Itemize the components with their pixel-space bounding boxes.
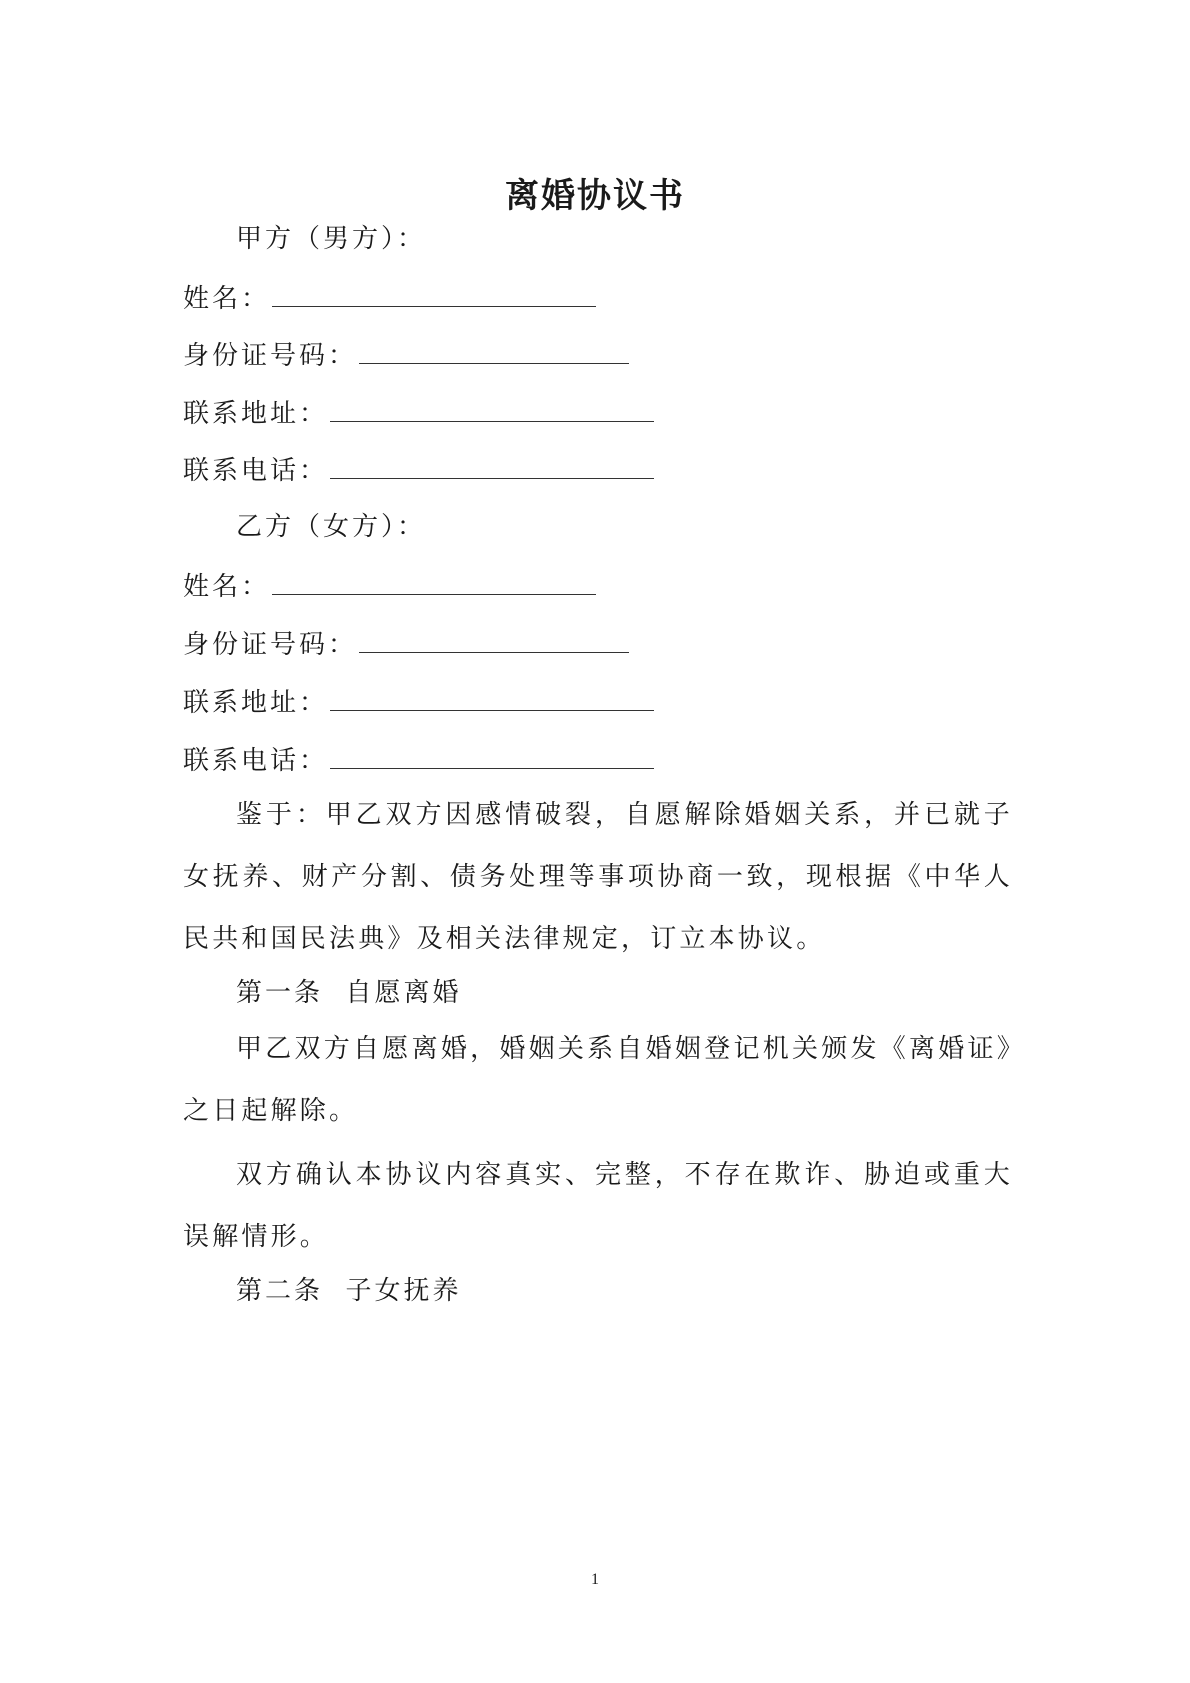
party-b-address-label: 联系地址： xyxy=(183,688,329,718)
article-1-heading-text: 第一条 自愿离婚 xyxy=(236,978,462,1008)
party-b-phone-blank[interactable] xyxy=(330,742,654,769)
preamble-paragraph: 鉴于：甲乙双方因感情破裂，自愿解除婚姻关系，并已就子女抚养、财产分割、债务处理等事项协商一致，现根据《中华人民共和国民法典》及相关法律规定，订立本协议。 xyxy=(183,800,1013,954)
party-b-phone-row xyxy=(183,742,654,778)
party-b-id-row xyxy=(183,626,629,662)
party-b-id-label: 身份证号码： xyxy=(183,630,358,660)
party-a-address-row xyxy=(183,395,654,431)
party-b-address-blank[interactable] xyxy=(330,684,654,711)
party-a-id-label: 身份证号码： xyxy=(183,341,358,371)
party-a-id-blank[interactable] xyxy=(359,337,629,364)
party-a-name-row xyxy=(183,280,596,316)
party-a-phone-label: 联系电话： xyxy=(183,456,329,486)
party-b-name-row xyxy=(183,568,596,604)
party-b-id-blank[interactable] xyxy=(359,626,629,653)
party-b-address-row xyxy=(183,684,654,720)
party-a-phone-row xyxy=(183,452,654,488)
article-2-heading xyxy=(236,1274,462,1308)
article-1-heading xyxy=(236,976,462,1010)
party-a-address-blank[interactable] xyxy=(330,395,654,422)
page-number: 1 xyxy=(591,1571,599,1588)
party-b-name-label: 姓名： xyxy=(183,572,271,602)
article-1-paragraph-1: 甲乙双方自愿离婚，婚姻关系自婚姻登记机关颁发《离婚证》之日起解除。 xyxy=(183,1034,1013,1126)
article-1-paragraph-2: 双方确认本协议内容真实、完整，不存在欺诈、胁迫或重大误解情形。 xyxy=(183,1160,1013,1252)
party-a-phone-blank[interactable] xyxy=(330,452,654,479)
party-a-heading: 甲方（男方）： xyxy=(236,224,427,254)
party-b-phone-label: 联系电话： xyxy=(183,746,329,776)
party-a-address-label: 联系地址： xyxy=(183,399,329,429)
party-a-id-row xyxy=(183,337,629,373)
party-a-name-blank[interactable] xyxy=(272,280,596,307)
article-2-heading-text: 第二条 子女抚养 xyxy=(236,1276,462,1306)
document-title: 离婚协议书 xyxy=(505,176,685,216)
party-b-name-blank[interactable] xyxy=(272,568,596,595)
party-a-name-label: 姓名： xyxy=(183,284,271,314)
party-b-heading: 乙方（女方）： xyxy=(236,512,427,542)
